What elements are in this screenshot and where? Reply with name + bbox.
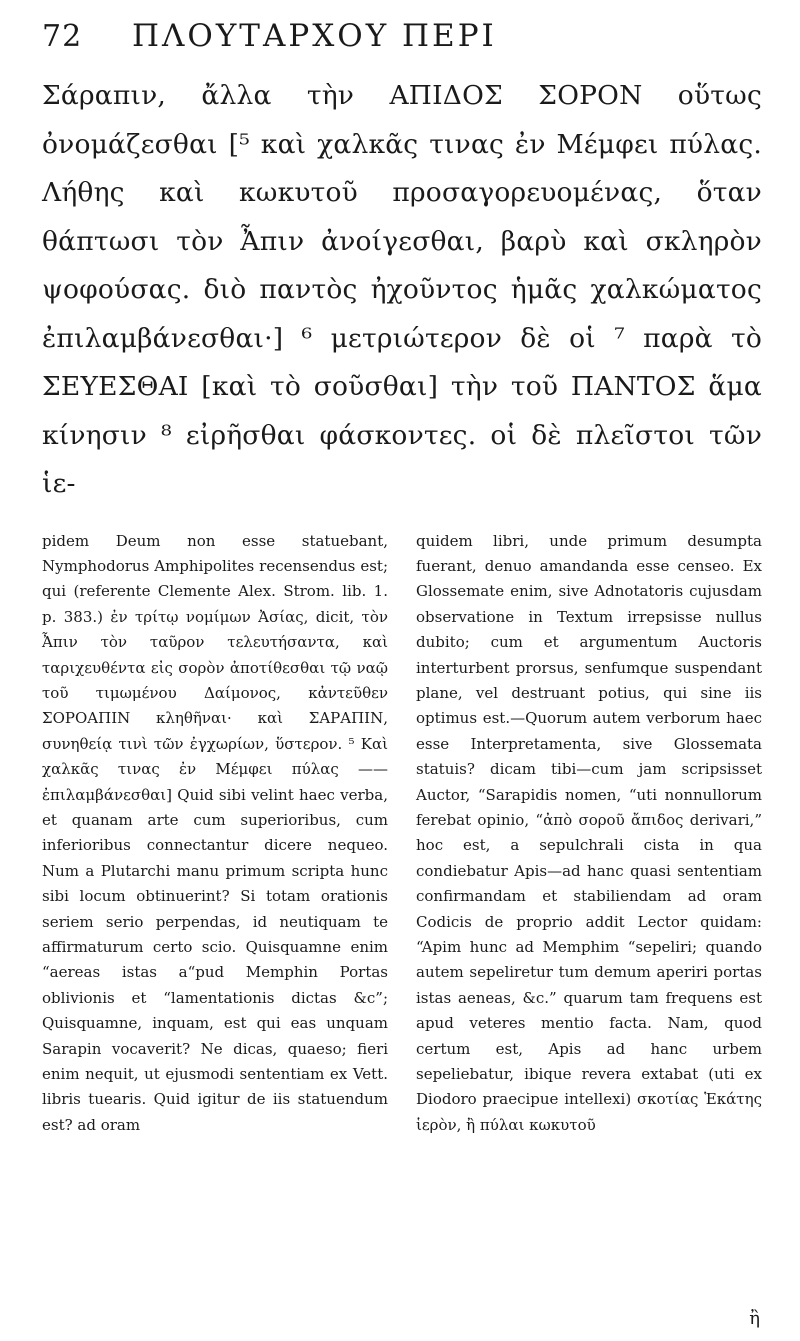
catchword: ἢ	[749, 1308, 760, 1329]
greek-main-text	[42, 72, 762, 509]
right-column-text: quidem libri, unde primum desumpta fuerant, denuo amandanda esse censeo. Ex Glossemate enim, sive Adnotatoris cujusdam observatione in Textum irrepsisse nullus dubito; cum et argumentum Auctoris interturbent prorsus, senfumque suspendant plane, vel destruant potius, qui sine iis optimus est.—Quorum autem verborum haec esse Interpretamenta, sive Glossemata statuis? dicam tibi—cum jam scripsisset Auctor, “Sarapidis nomen, “uti nonnullorum ferebat opinio, “ἀπὸ σοροῦ ἄπιδος derivari,” hoc est, a sepulchrali cista in qua condiebatur Apis—ad hanc quasi sententiam confirmandam et stabiliendam ad oram Codicis de proprio addit Lector quidam: “Apim hunc ad Memphim “sepeliri; quando autem sepeliretur tum demum aperiri portas istas aeneas, &c.” quarum tam frequens est apud veteres mentio facta. Nam, quod certum est, Apis ad hanc urbem sepeliebatur, ibique revera extabat (uti ex Diodoro praecipue intellexi) σκοτίας Ἑκάτης ἱερὸν, ἢ πύλαι κωκυτοῦ	[416, 531, 762, 1134]
running-head	[42, 18, 762, 64]
right-column	[416, 529, 762, 1139]
notes-columns	[42, 529, 762, 1139]
left-column	[42, 529, 388, 1139]
running-title: ΠΛΟΥΤΑΡΧΟΥ ΠΕΡΙ	[132, 18, 497, 54]
page-number: 72	[42, 19, 83, 54]
greek-paragraph: Σάραπιν, ἄλλα τὴν ΑΠΙΔΟΣ ΣΟΡΟΝ οὕτως ὀνομάζεσθαι [⁵ καὶ χαλκᾶς τινας ἐν Μέμφει πύλας. Λήθης καὶ κωκυτοῦ προσαγορευομένας, ὅταν θάπτωσι τὸν Ἆπιν ἀνοίγεσθαι, βαρὺ καὶ σκληρὸν ψοφούσας. διὸ παντὸς ἠχοῦντος ἡμᾶς χαλκώματος ἐπιλαμβάνεσθαι·] ⁶ μετριώτερον δὲ οἱ ⁷ παρὰ τὸ ΣΕΥΕΣΘΑΙ [καὶ τὸ σοῦσθαι] τὴν τοῦ ΠΑΝΤΟΣ ἅμα κίνησιν ⁸ εἰρῆσθαι φάσκοντες. οἱ δὲ πλεῖστοι τῶν ἱε-	[42, 80, 762, 499]
left-column-text: pidem Deum non esse statuebant, Nymphodorus Amphipolites recensendus est; qui (referente Clemente Alex. Strom. lib. 1. p. 383.) ἐν τρίτῳ νομίμων Ἀσίας, dicit, τὸν Ἆπιν τὸν ταῦρον τελευτήσαντα, καὶ ταριχευθέντα εἰς σορὸν ἀποτίθεσθαι τῷ ναῷ τοῦ τιμωμένου Δαίμονος, κἀντεῦθεν ΣΟΡΟΑΠΙΝ κληθῆναι· καὶ ΣΑΡΑΠΙΝ, συνηθείᾳ τινὶ τῶν ἐγχωρίων, ὕστερον. ⁵ Καὶ χαλκᾶς τινας ἐν Μέμφει πύλας —— ἐπιλαμβάνεσθαι] Quid sibi velint haec verba, et quanam arte cum superioribus, cum inferioribus connectantur dicere nequeo. Num a Plutarchi manu primum scripta hunc sibi locum obtinuerint? Si totam orationis seriem serio perpendas, id neutiquam te affirmaturum certo scio. Quisquamne enim “aereas istas a“pud Memphin Portas oblivionis et “lamentationis dictas &c”; Quisquamne, inquam, est qui eas unquam Sarapin vocaverit? Ne dicas, quaeso; fieri enim nequit, ut ejusmodi sententiam ex Vett. libris tuearis. Quid igitur de iis statuendum est? ad oram	[42, 531, 388, 1134]
